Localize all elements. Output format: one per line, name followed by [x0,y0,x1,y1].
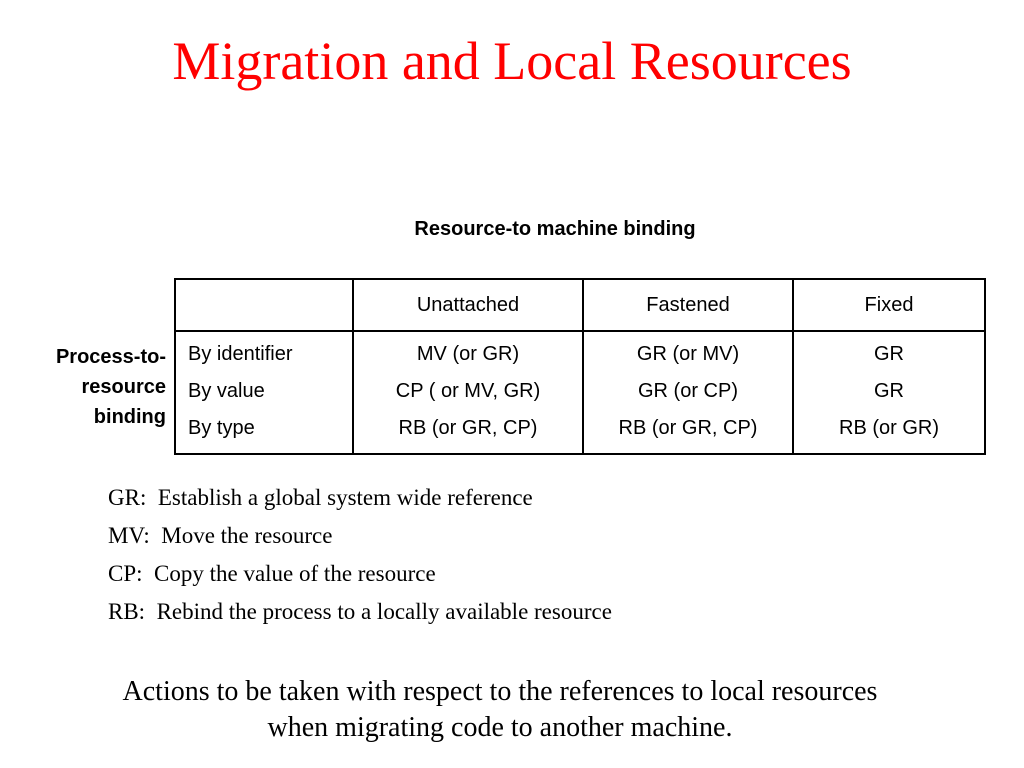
row-label: By identifier [188,343,293,365]
row-labels-cell [175,331,353,454]
table-value: GR [874,343,904,365]
header-cell-empty [175,279,353,331]
binding-table [174,278,986,455]
legend-list [108,484,612,636]
table-value: GR [874,380,904,402]
table-value: MV (or GR) [416,343,520,365]
row-group-header-line: binding [93,406,166,428]
fixed-cell [793,331,985,454]
unattached-cell [353,331,583,454]
row-label: By type [188,417,255,439]
row-label: By value [188,380,265,402]
slide-caption: Actions to be taken with respect to the references to local resources when migrating code to another machine. [122,676,878,743]
row-group-header [10,342,166,432]
table-body-row [175,331,985,454]
table-value: CP ( or MV, GR) [395,380,541,402]
legend-item: GR: Establish a global system wide reference [108,485,533,510]
row-group-header-line: Process-to- [55,346,166,368]
header-cell-fixed: Fixed [793,279,985,331]
table-value: RB (or GR, CP) [398,417,538,439]
table-header-row [175,279,985,331]
column-group-header: Resource-to machine binding [414,218,696,240]
legend-item: RB: Rebind the process to a locally available resource [108,599,612,624]
fastened-cell [583,331,793,454]
table-value: RB (or GR, CP) [618,417,758,439]
table-value: GR (or CP) [638,380,738,402]
legend-item: MV: Move the resource [108,523,333,548]
table-value: RB (or GR) [839,417,939,439]
slide-title: Migration and Local Resources [172,31,852,91]
header-cell-unattached: Unattached [353,279,583,331]
row-group-header-line: resource [81,376,166,398]
legend-item: CP: Copy the value of the resource [108,561,436,586]
table-value: GR (or MV) [636,343,740,365]
header-cell-fastened: Fastened [583,279,793,331]
